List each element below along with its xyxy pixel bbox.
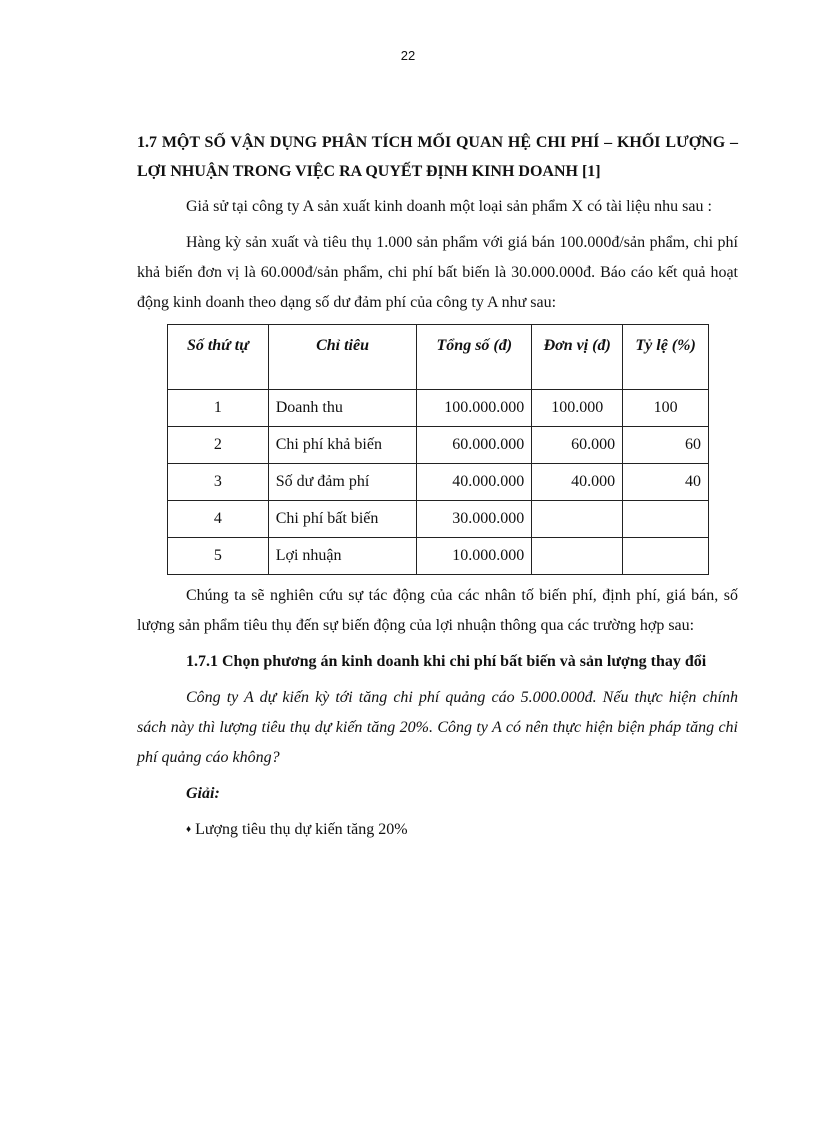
cell-chitieu: Chi phí bất biến bbox=[268, 501, 417, 538]
cell-donvi bbox=[532, 538, 623, 575]
cell-stt: 5 bbox=[168, 538, 269, 575]
subsection-heading: 1.7.1 Chọn phương án kinh doanh khi chi phí bất biến và sản lượng thay đổi bbox=[186, 653, 707, 670]
paragraph-analysis: Chúng ta sẽ nghiên cứu sự tác động của các nhân tố biến phí, định phí, giá bán, số lượng sản phẩm tiêu thụ đến sự biến động của lợi nhuận thông qua các trường hợp sau: bbox=[137, 587, 738, 634]
cell-tyle bbox=[623, 538, 709, 575]
table-row bbox=[168, 538, 709, 575]
page-number: 22 bbox=[400, 48, 416, 63]
cell-stt: 1 bbox=[168, 390, 269, 427]
section-heading: 1.7 MỘT SỐ VẬN DỤNG PHÂN TÍCH MỐI QUAN HỆ CHI PHÍ – KHỐI LƯỢNG – LỢI NHUẬN TRONG VIỆC RA QUYẾT ĐỊNH KINH DOANH [1] bbox=[137, 134, 738, 180]
table-row bbox=[168, 427, 709, 464]
paragraph-data: Hàng kỳ sản xuất và tiêu thụ 1.000 sản phẩm với giá bán 100.000đ/sản phẩm, chi phí khả biến đơn vị là 60.000đ/sản phẩm, chi phí bất biến là 30.000.000đ. Báo cáo kết quả hoạt động kinh doanh theo dạng số dư đảm phí của công ty A như sau: bbox=[137, 234, 738, 311]
cell-stt: 4 bbox=[168, 501, 269, 538]
cell-chitieu: Chi phí khả biến bbox=[268, 427, 417, 464]
cell-tongso: 100.000.000 bbox=[417, 390, 532, 427]
paragraph-problem: Công ty A dự kiến kỳ tới tăng chi phí quảng cáo 5.000.000đ. Nếu thực hiện chính sách này thì lượng tiêu thụ dự kiến tăng 20%. Công ty A có nên thực hiện biện pháp tăng chi phí quảng cáo không? bbox=[137, 689, 738, 766]
header-chitieu: Chỉ tiêu bbox=[268, 325, 417, 390]
document-body bbox=[137, 128, 738, 845]
income-statement-table bbox=[167, 324, 709, 575]
cell-tongso: 10.000.000 bbox=[417, 538, 532, 575]
cell-chitieu: Lợi nhuận bbox=[268, 538, 417, 575]
cell-tongso: 30.000.000 bbox=[417, 501, 532, 538]
cell-chitieu: Doanh thu bbox=[268, 390, 417, 427]
table-row bbox=[168, 390, 709, 427]
cell-tyle: 40 bbox=[623, 464, 709, 501]
paragraph-intro: Giả sử tại công ty A sản xuất kinh doanh một loại sản phẩm X có tài liệu nhu sau : bbox=[186, 198, 712, 215]
table-header-row bbox=[168, 325, 709, 390]
cell-tongso: 40.000.000 bbox=[417, 464, 532, 501]
header-tongso: Tổng số (đ) bbox=[417, 325, 532, 390]
solution-label: Giải: bbox=[186, 785, 220, 802]
cell-donvi: 60.000 bbox=[532, 427, 623, 464]
bullet-item bbox=[137, 815, 738, 845]
cell-tyle bbox=[623, 501, 709, 538]
cell-stt: 3 bbox=[168, 464, 269, 501]
cell-stt: 2 bbox=[168, 427, 269, 464]
diamond-bullet-icon: ♦ bbox=[186, 824, 192, 835]
table-row bbox=[168, 501, 709, 538]
cell-donvi: 40.000 bbox=[532, 464, 623, 501]
header-stt: Số thứ tự bbox=[168, 325, 269, 390]
cell-tyle: 60 bbox=[623, 427, 709, 464]
header-donvi: Đơn vị (đ) bbox=[532, 325, 623, 390]
cell-tyle: 100 bbox=[623, 390, 709, 427]
bullet-text: Lượng tiêu thụ dự kiến tăng 20% bbox=[195, 821, 408, 838]
cell-donvi: 100.000 bbox=[532, 390, 623, 427]
header-tyle: Tỷ lệ (%) bbox=[623, 325, 709, 390]
table-row bbox=[168, 464, 709, 501]
cell-chitieu: Số dư đảm phí bbox=[268, 464, 417, 501]
cell-donvi bbox=[532, 501, 623, 538]
cell-tongso: 60.000.000 bbox=[417, 427, 532, 464]
